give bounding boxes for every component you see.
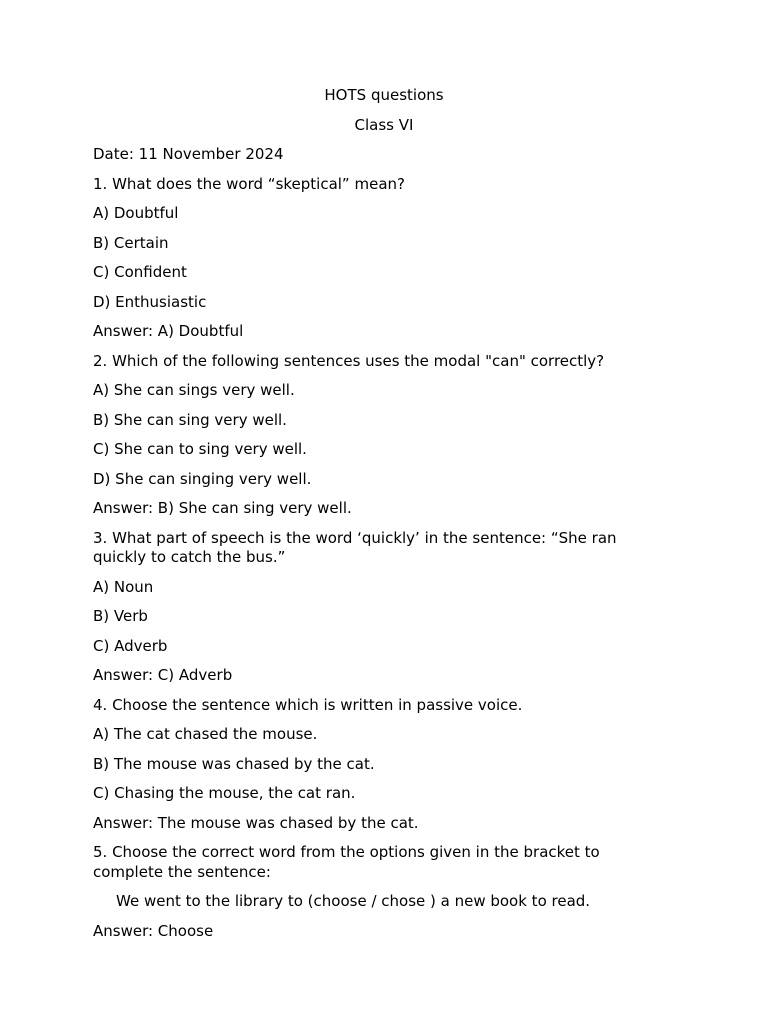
q3-option-c: C) Adverb bbox=[93, 636, 168, 655]
q3-answer: Answer: C) Adverb bbox=[93, 666, 233, 684]
q4-answer: Answer: The mouse was chased by the cat. bbox=[93, 813, 419, 832]
question-5: 5. Choose the correct word from the options given in the bracket to complete the sentence: bbox=[93, 843, 600, 881]
q2-option-a: A) She can sings very well. bbox=[93, 381, 295, 399]
q2-option-c: C) She can to sing very well. bbox=[93, 440, 307, 458]
q2-answer: Answer: B) She can sing very well. bbox=[93, 499, 352, 517]
document-page bbox=[93, 86, 653, 941]
q4-option-c: C) Chasing the mouse, the cat ran. bbox=[93, 784, 356, 802]
q1-option-c: C) Confident bbox=[93, 263, 187, 281]
question-4: 4. Choose the sentence which is written in passive voice. bbox=[93, 695, 523, 714]
q1-option-b: B) Certain bbox=[93, 233, 169, 252]
question-1: 1. What does the word “skeptical” mean? bbox=[93, 174, 405, 193]
q1-option-d: D) Enthusiastic bbox=[93, 292, 207, 311]
date-label: Date: 11 November 2024 bbox=[93, 145, 284, 163]
q4-option-b: B) The mouse was chased by the cat. bbox=[93, 754, 375, 773]
q5-answer: Answer: Choose bbox=[93, 921, 214, 940]
question-3: 3. What part of speech is the word ‘quickly’ in the sentence: “She ran quickly to catch the bus.” bbox=[93, 528, 617, 566]
q5-sentence: We went to the library to (choose / chose ) a new book to read. bbox=[116, 892, 591, 910]
q2-option-b: B) She can sing very well. bbox=[93, 410, 287, 429]
q4-option-a: A) The cat chased the mouse. bbox=[93, 725, 318, 743]
q3-option-a: A) Noun bbox=[93, 577, 154, 596]
document-title: HOTS questions bbox=[324, 86, 444, 104]
q1-answer: Answer: A) Doubtful bbox=[93, 322, 244, 340]
q2-option-d: D) She can singing very well. bbox=[93, 469, 312, 488]
q3-option-b: B) Verb bbox=[93, 607, 148, 625]
class-label: Class VI bbox=[354, 115, 414, 134]
q1-option-a: A) Doubtful bbox=[93, 204, 179, 222]
question-2: 2. Which of the following sentences uses the modal "can" correctly? bbox=[93, 351, 605, 370]
